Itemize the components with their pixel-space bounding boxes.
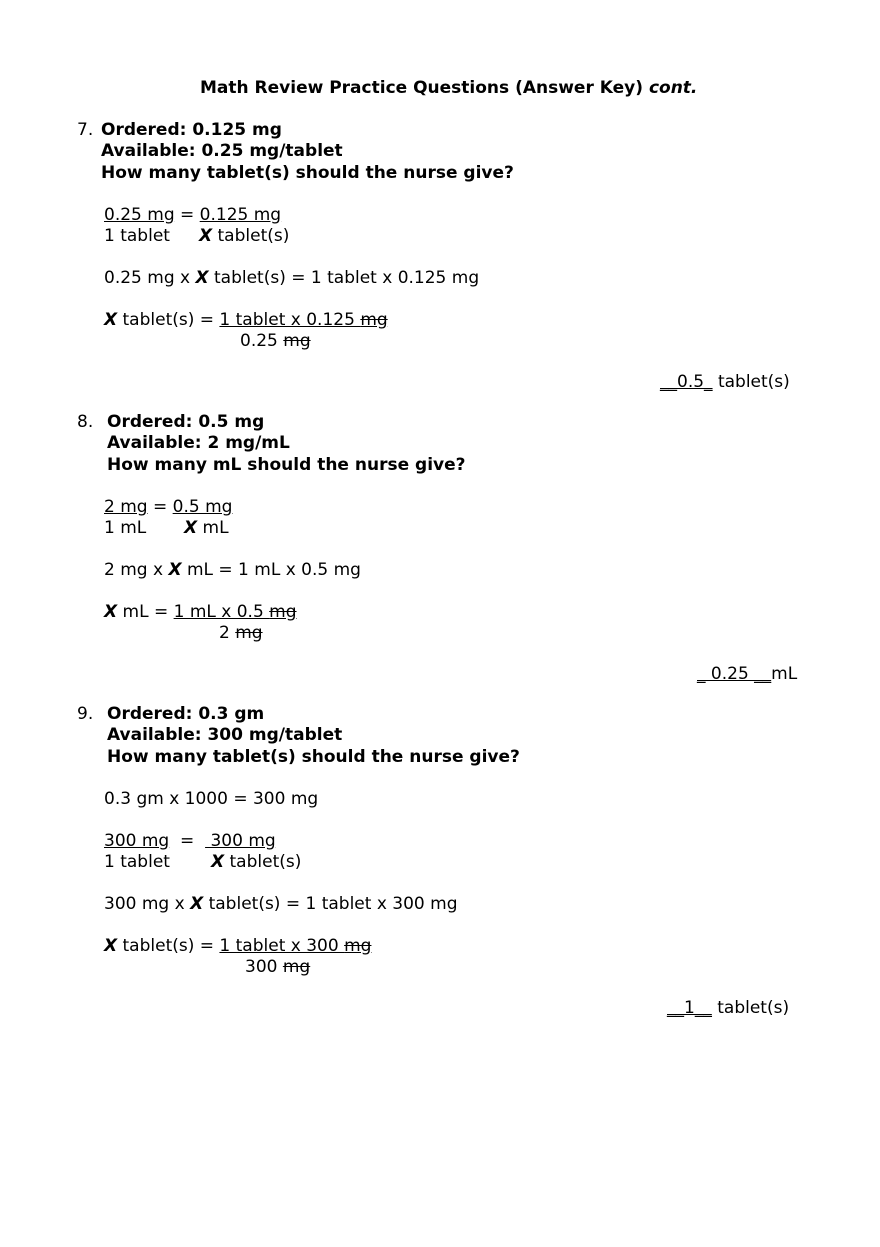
q9-solve-denominator [245,957,310,978]
q7-number: 7. [77,120,94,140]
q8-ratio-top [104,497,232,518]
q9-ratio-right-bottom-text: tablet(s) [224,852,302,872]
q8-unknown-x: X [184,518,198,538]
page-title [200,78,697,99]
q7-solve-denominator [240,331,311,352]
q9-ordered: Ordered: 0.3 gm [107,704,265,724]
q7-unknown-x: X [199,226,213,246]
q9-cross-a: 300 mg x [104,894,191,914]
q7-cross-b: tablet(s) = 1 tablet x 0.125 mg [208,268,480,288]
q7-ratio-right-top: 0.125 mg [199,205,282,225]
q8-ratio-right-bottom [184,518,229,539]
q9-answer [667,998,789,1019]
q9-ratio-top [104,831,276,852]
title-suffix: cont. [648,78,698,98]
q9-answer-value: __1__ [667,998,712,1018]
q8-solve-num-cancel: mg [269,602,297,622]
q9-cross-b: tablet(s) = 1 tablet x 300 mg [203,894,458,914]
q9-ratio-left-bottom: 1 tablet [104,852,170,872]
q8-cross-a: 2 mg x [104,560,169,580]
q8-solve-lhs: mL = [117,602,174,622]
q9-solve-lhs: tablet(s) = [117,936,220,956]
q7-solve-num-text: 1 tablet x 0.125 [219,310,361,330]
q9-convert: 0.3 gm x 1000 = 300 mg [104,789,319,809]
q7-solve-den-cancel: mg [283,331,311,351]
q9-solve-num-text: 1 tablet x 300 [219,936,345,956]
q9-solve-top [104,936,371,957]
q7-answer-unit: tablet(s) [712,372,790,392]
q7-answer [660,372,790,393]
q9-solve-numerator [219,936,371,956]
q7-solve-x: X [104,310,118,330]
q7-ordered: Ordered: 0.125 mg [101,120,282,140]
q7-answer-value: __0.5_ [660,372,713,392]
q8-cross-b: mL = 1 mL x 0.5 mg [181,560,361,580]
q7-ratio-right-bottom [199,226,289,247]
q9-answer-unit: tablet(s) [711,998,790,1018]
q8-solve-den-text: 2 [219,623,236,643]
q8-ratio-right-top: 0.5 mg [172,497,233,517]
q7-ratio-top [104,205,281,226]
q8-ratio-right-bottom-text: mL [197,518,229,538]
q8-solve-denominator [219,623,263,644]
q8-ratio-left-bottom: 1 mL [104,518,147,538]
q7-solve-num-cancel: mg [360,310,388,330]
title-main: Math Review Practice Questions (Answer Key) [200,78,644,98]
q7-question: How many tablet(s) should the nurse give? [101,163,514,183]
q9-solve-num-cancel: mg [344,936,372,956]
q8-answer-unit: mL [771,664,798,684]
q8-cross-multiply [104,560,361,581]
q7-cross-x: X [195,268,209,288]
q8-question: How many mL should the nurse give? [107,455,466,475]
q7-solve-top [104,310,388,331]
q9-ratio-right-top: 300 mg [205,831,276,851]
q9-available: Available: 300 mg/tablet [107,725,343,745]
q7-available: Available: 0.25 mg/tablet [101,141,343,161]
q7-solve-den-text: 0.25 [240,331,284,351]
q9-solve-den-text: 300 [245,957,283,977]
q8-cross-x: X [168,560,182,580]
q9-ratio-left-top: 300 mg [104,831,170,851]
q8-available: Available: 2 mg/mL [107,433,290,453]
q9-solve-den-cancel: mg [282,957,311,977]
q7-cross-multiply [104,268,479,289]
q9-ratio-eq: = [169,831,206,851]
q8-number: 8. [77,412,94,432]
q9-question: How many tablet(s) should the nurse give? [107,747,520,767]
q8-answer [697,664,797,685]
q8-ratio-left-top: 2 mg [104,497,148,517]
q8-solve-x: X [104,602,118,622]
q8-ratio-eq: = [147,497,173,517]
q7-solve-numerator [219,310,387,330]
q7-ratio-left-bottom: 1 tablet [104,226,170,246]
q7-ratio-eq: = [174,205,200,225]
q9-number: 9. [77,704,94,724]
q7-solve-lhs: tablet(s) = [117,310,220,330]
q8-solve-top [104,602,297,623]
q8-answer-value: _ 0.25 __ [697,664,772,684]
q9-cross-multiply [104,894,458,915]
q8-solve-den-cancel: mg [235,623,263,643]
q7-ratio-left-top: 0.25 mg [104,205,175,225]
q9-unknown-x: X [211,852,225,872]
q9-ratio-right-bottom [211,852,301,873]
q8-ordered: Ordered: 0.5 mg [107,412,265,432]
q9-cross-x: X [190,894,204,914]
q8-solve-numerator [174,602,297,622]
q7-ratio-right-bottom-text: tablet(s) [212,226,290,246]
q7-cross-a: 0.25 mg x [104,268,196,288]
q9-solve-x: X [104,936,118,956]
q8-solve-num-text: 1 mL x 0.5 [173,602,270,622]
